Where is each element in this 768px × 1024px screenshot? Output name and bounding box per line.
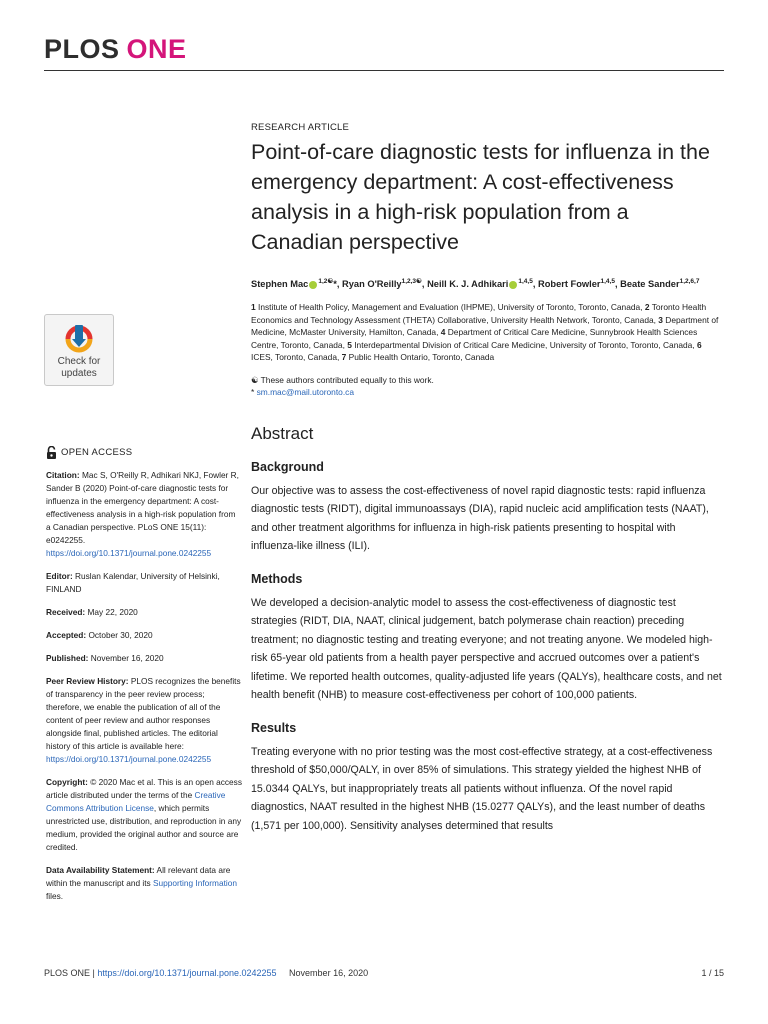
citation-label: Citation: (46, 470, 80, 480)
logo-one-text: ONE (126, 34, 187, 64)
author-name[interactable]: Ryan O'Reilly (342, 279, 402, 290)
author-affiliation-sup: 1,2,6,7 (679, 278, 700, 285)
affiliation-text: Toronto Health Economics and Technology Assessment (THETA) Collaborative, University Health Network, Toronto, Canada, (251, 302, 707, 325)
published-value: November 16, 2020 (90, 653, 164, 663)
author-notes (251, 374, 723, 398)
affiliation-text: Institute of Health Policy, Management and Evaluation (IHPME), University of Toronto, Toronto, Canada, (258, 302, 643, 313)
affiliation-item (251, 302, 645, 312)
section-heading: Background (251, 459, 324, 474)
page-number: 1 / 15 (701, 968, 724, 978)
affiliation-text: Department of Critical Care Medicine, Sunnybrook Health Sciences Centre, Toronto, Canada, (251, 327, 698, 350)
citation-text: Mac S, O'Reilly R, Adhikari NKJ, Fowler R, Sander B (2020) Point-of-care diagnostic tests for influenza in the emergency department: A cost-effectiveness analysis in a high-risk population from a Canadian perspective. PLoS ONE 15(11): e0242255. (46, 470, 239, 545)
data-availability-text-start: All relevant data are within the manuscript and its (46, 865, 231, 888)
check-for-updates-icon (64, 321, 94, 355)
affiliation-number: 6 (696, 339, 702, 350)
footer-citation (44, 968, 368, 978)
copyright-text-start: © 2020 Mac et al. This is an open access article distributed under the terms of the (46, 777, 242, 800)
orcid-icon[interactable] (309, 281, 317, 289)
section-heading: Methods (251, 571, 303, 586)
logo-plos-text: PLOS (44, 34, 120, 64)
affiliation-number: 4 (440, 327, 446, 338)
author-name[interactable]: Beate Sander (620, 279, 680, 290)
affiliation-text: Interdepartmental Division of Critical Care Medicine, University of Toronto, Toronto, Canada, (354, 339, 695, 350)
author-separator: , (614, 279, 621, 290)
published-block (46, 652, 242, 665)
copyright-text-end: , which permits unrestricted use, distribution, and reproduction in any medium, provided the original author and source are credited. (46, 803, 242, 852)
open-lock-icon (46, 446, 57, 459)
affiliation-item (347, 340, 697, 350)
abstract-section-background (251, 460, 723, 556)
abstract-section-methods (251, 572, 723, 705)
author-affiliation-sup: 1,4,5 (600, 278, 615, 285)
author-name[interactable]: Neill K. J. Adhikari (427, 279, 509, 290)
affiliation-number: 1 (251, 302, 256, 313)
author-affiliation-sup: 1,4,5 (518, 278, 533, 285)
affiliation-number: 5 (347, 339, 352, 350)
affiliation-number: 7 (341, 352, 347, 363)
check-for-updates-line1: Check for (57, 356, 101, 367)
affiliation-list (251, 301, 723, 364)
editor-block (46, 570, 242, 596)
affiliation-text: Department of Medicine, McMaster University, Hamilton, Canada, (251, 314, 719, 338)
affiliation-item (342, 352, 495, 362)
author-list (251, 275, 723, 291)
affiliation-number: 2 (644, 302, 650, 313)
affiliation-text: Public Health Ontario, Toronto, Canada (348, 352, 495, 363)
citation-doi-link[interactable]: https://doi.org/10.1371/journal.pone.0242255 (46, 548, 212, 558)
article-type: RESEARCH ARTICLE (251, 122, 350, 133)
copyright-label: Copyright: (46, 777, 88, 787)
open-access-label: OPEN ACCESS (61, 447, 133, 458)
peer-review-label: Peer Review History: (46, 676, 129, 686)
section-body: Our objective was to assess the cost-effectiveness of novel rapid diagnostic tests: rapid influenza diagnostic tests (RIDT), digital immunoassays (DIA), rapid nucleic acid amplification tests (NAAT), and other treatment algorithms for influenza in high-risk patients presenting to hospital with influenza-like illness (ILI). (251, 484, 709, 553)
author-name[interactable]: Robert Fowler (538, 279, 601, 290)
email-marker: * (251, 386, 255, 397)
section-heading: Results (251, 720, 297, 735)
abstract-section-results (251, 721, 723, 836)
supporting-information-link[interactable]: Supporting Information (153, 878, 237, 888)
header-divider (44, 70, 724, 71)
author-separator: *, (333, 279, 343, 290)
editor-label: Editor: (46, 571, 73, 581)
journal-logo[interactable] (44, 34, 187, 65)
citation-block (46, 469, 242, 560)
footer-date: November 16, 2020 (289, 968, 369, 978)
article-main (251, 118, 723, 835)
footer-doi-link[interactable]: https://doi.org/10.1371/journal.pone.0242255 (97, 968, 277, 978)
affiliation-number: 3 (658, 314, 663, 325)
author-separator: , (532, 279, 538, 290)
license-link[interactable]: Creative Commons Attribution License (46, 790, 226, 813)
data-availability-text-end: files. (46, 891, 64, 901)
peer-review-text: PLOS recognizes the benefits of transparency in the peer review process; therefore, we enable the publication of all of the content of peer review and author responses alongside final, published articles. The editorial history of this article is available here: (46, 676, 241, 751)
check-for-updates-badge[interactable] (44, 314, 114, 386)
received-block (46, 606, 242, 619)
article-title: Point-of-care diagnostic tests for influenza in the emergency department: A cost-effectiveness analysis in a high-risk population from a Canadian perspective (251, 140, 710, 254)
data-availability-block (46, 864, 242, 903)
copyright-block (46, 776, 242, 854)
article-sidebar (46, 446, 242, 913)
open-access-row (46, 446, 242, 459)
abstract-heading: Abstract (251, 423, 314, 443)
peer-review-link[interactable]: https://doi.org/10.1371/journal.pone.0242255 (46, 754, 212, 764)
editor-text: Ruslan Kalendar, University of Helsinki, FINLAND (46, 571, 220, 594)
accepted-block (46, 629, 242, 642)
corresponding-email-link[interactable]: sm.mac@mail.utoronto.ca (256, 386, 354, 397)
accepted-value: October 30, 2020 (88, 630, 153, 640)
received-label: Received: (46, 607, 86, 617)
author-separator: , (421, 279, 428, 290)
peer-review-block (46, 675, 242, 766)
published-label: Published: (46, 653, 89, 663)
received-value: May 22, 2020 (87, 607, 138, 617)
footer-journal: PLOS ONE | (44, 968, 95, 978)
affiliation-text: ICES, Toronto, Canada, (251, 352, 340, 363)
data-availability-label: Data Availability Statement: (46, 865, 155, 875)
corresponding-email-row (251, 386, 723, 398)
author-affiliation-sup: 1,2☯ (318, 278, 334, 285)
author-affiliation-sup: 1,2,3☯ (401, 278, 422, 285)
orcid-icon[interactable] (509, 281, 517, 289)
section-body: We developed a decision-analytic model to assess the cost-effectiveness of diagnostic test strategies (RIDT, DIA, NAAT, clinical judgement, batch polymerase chain reaction) preceding treatment; no diagnostic testing and treating everyone; and not treating anyone. We modeled high-risk 65-year old patients from a health payer perspective and accrued outcomes over a patient's lifetime. We reported health outcomes, quality-adjusted life years (QALYs), healthcare costs, and net health benefit (NHB) to measure cost-effectiveness per cohort of 100,000 patients. (251, 596, 722, 702)
author-name[interactable]: Stephen Mac (251, 279, 309, 290)
check-for-updates-line2: updates (61, 368, 97, 379)
accepted-label: Accepted: (46, 630, 87, 640)
equal-contribution-note: ☯ These authors contributed equally to this work. (251, 374, 434, 385)
section-body: Treating everyone with no prior testing was the most cost-effective strategy, at a cost-effectiveness threshold of $50,000/QALY, in over 85% of simulations. This strategy yielded the highest NHB of 15.0344 QALYs, but inappropriately treats all patients without influenza. Of the novel rapid diagnostics, NAAT resulted in the highest NHB (15.0277 QALYs), and the least number of deaths (1,571 per 100,000). Sensitivity analyses determined that results (251, 745, 713, 832)
